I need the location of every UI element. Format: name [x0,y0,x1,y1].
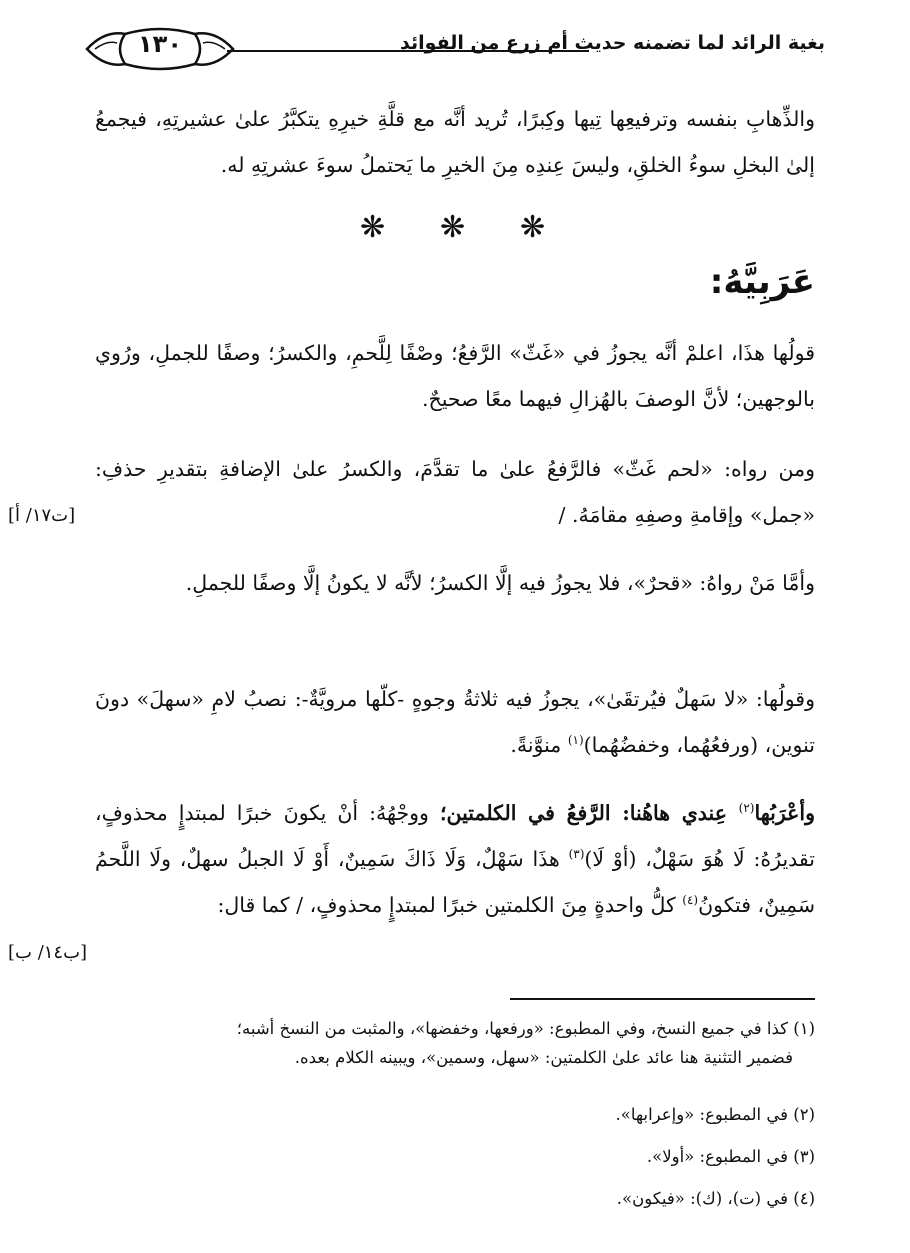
paragraph-6-bold-start: وأعْرَبُها [754,801,815,825]
footnote-ref-4[interactable]: (٤) [682,893,699,908]
paragraph-1: والذِّهابِ بنفسه وترفيعِها تِيها وكِبرًا، تُريد أنَّه مع قلَّةِ خيرِهِ يتكبَّرُ علىٰ عشيرتِهِ، فيجمعُ إلىٰ البخلِ سوءُ الخلقِ، وليسَ عِندِه مِنَ الخيرِ ما يَحتملُ سوءَ عشرتِهِ له. [95,107,815,177]
paragraph-3: ومن رواه: «لحم غَثّ» فالرَّفعُ علىٰ ما تقدَّمَ، والكسرُ علىٰ الإضافةِ بتقديرِ حذفِ: «جمل» وإقامةِ وصفِهِ مقامَهُ. / [95,457,815,527]
paragraph-2: قولُها هذَا، اعلمْ أنَّه يجوزُ في «غَثّ» الرَّفعُ؛ وصْفًا لِلَّحمِ، والكسرُ؛ وصفًا للجملِ، ورُوي بالوجهين؛ لأنَّ الوصفَ بالهُزالِ فيهما معًا صحيحٌ. [95,341,815,411]
footnote-separator [510,998,815,1000]
paragraph-6-text: ووجْهُهُ: أنْ يكونَ خبرًا لمبتدإٍ محذوفٍ، تقديرُهُ: لَا هُوَ سَهْلٌ، (أوْ لَا) [95,801,815,871]
footnote-1: (١) كذا في جميع النسخ، وفي المطبوع: «ورفعها، وخفضها»، والمثبت من النسخ أشبه؛ [236,1019,815,1038]
footnote-1-continued: فضمير التثنية هنا عائد علىٰ الكلمتين: «سهل، وسمين»، ويبينه الكلام بعده. [294,1048,793,1067]
footnote-ref-1[interactable]: (١) [567,733,584,748]
star-ornament-icon: ❋ [360,210,386,245]
page-number: ١٣٠ [138,30,182,58]
footnote-ref-3[interactable]: (٣) [568,847,585,862]
running-header [85,24,825,76]
paragraph-6-end: كلُّ واحدةٍ مِنَ الكلمتين خبرًا لمبتدإٍ محذوفٍ، / كما قال: [217,893,683,917]
paragraph-6-bold-rest: عِندي هاهُنا: الرَّفعُ في الكلمتين؛ [440,801,739,825]
paragraph-6 [95,790,815,928]
footnote-3: (٣) في المطبوع: «أولا». [646,1147,815,1166]
star-ornament-icon: ❋ [520,210,546,245]
paragraph-4: وأمَّا مَنْ رواهُ: «قحرٌ»، فلا يجوزُ فيه إلَّا الكسرُ؛ لأنَّه لا يكونُ إلَّا وصفًا للجملِ. [185,571,815,595]
footnote-4: (٤) في (ت)، (ك): «فيكون». [616,1189,815,1208]
section-separator [340,210,570,250]
paragraph-5-tail: منوَّنةً. [510,733,568,757]
section-heading: عَرَبِيَّهُ: [709,262,815,302]
paragraph-6-text-2: هذَا سَهْلٌ، وَلَا ذَاكَ سَمِينٌ، أَوْ لَا الجبلُ سهلٌ، ولَا اللَّحمُ سَمِينٌ، فتكونُ [95,847,815,917]
running-title: بغية الرائد لما تضمنه حديث أم زرع من الفوائد [400,32,825,54]
paragraph-5-text: وقولُها: «لا سَهلٌ فيُرتقَىٰ»، يجوزُ فيه ثلاثةُ وجوهٍ -كلّها مرويَّةٌ-: نصبُ لامِ «سهلَ» دونَ تنوين، (ورفعُهُما، وخفضُهُما) [95,687,815,757]
paragraph-5 [95,676,815,768]
footnote-2: (٢) في المطبوع: «وإعرابها». [615,1105,815,1124]
star-ornament-icon: ❋ [440,210,466,245]
margin-manuscript-ref-2: [ب١٤/ ب] [8,942,88,963]
margin-manuscript-ref: [ت١٧/ أ] [8,505,76,526]
footnote-ref-2[interactable]: (٢) [738,801,755,816]
